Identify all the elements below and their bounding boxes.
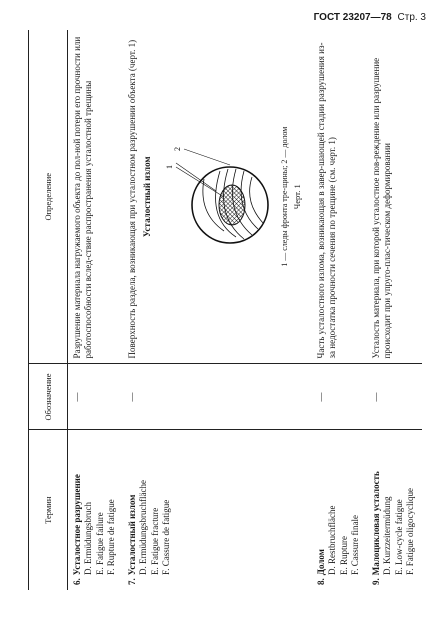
designation-dash: —: [127, 392, 137, 402]
definition-cell: [367, 30, 422, 364]
figure-label-2: 2: [172, 146, 182, 151]
standard-number: ГОСТ 23207—78: [313, 12, 392, 23]
leader-line: [184, 149, 230, 165]
term-translation-en: E. Fatigue failure: [94, 512, 105, 575]
term-translation-fr: F. Fatigue oligocyclique: [404, 487, 415, 575]
term-translation-en: E. Rupture: [338, 536, 349, 575]
column-header-term: Термин: [29, 430, 68, 590]
term-number: 8.: [316, 578, 327, 585]
term-name: Усталостное разрушение: [72, 474, 82, 576]
fracture-diagram: [158, 137, 273, 257]
term-translation-fr: F. Cassure finale: [349, 514, 360, 575]
term-cell: [123, 430, 312, 590]
term-translation-de: D. Kurzzeitermüdung: [382, 496, 393, 575]
table-row: [367, 30, 422, 590]
term-cell: [312, 430, 367, 590]
term-translation-de: D. Restbruchfläche: [327, 505, 338, 575]
designation-cell: [68, 364, 124, 430]
term-name: Малоцикловая усталость: [371, 471, 382, 576]
definition-cell: [312, 30, 367, 364]
definition-text: Поверхность раздела, возникающая при усталостном разрушении объекта (черт. 1): [127, 39, 137, 359]
designation-dash: —: [371, 392, 382, 402]
term-number: 7.: [127, 578, 137, 585]
term-title: [371, 436, 382, 586]
figure-label-1: 1: [164, 164, 174, 169]
term-name: Долом: [316, 549, 327, 576]
terms-table: [28, 30, 422, 590]
rotated-page-content: [28, 30, 418, 590]
table-row: [68, 30, 124, 590]
figure-title: Черт. 1: [291, 184, 302, 210]
designation-dash: —: [72, 392, 82, 402]
designation-cell: [367, 364, 422, 430]
figure-section-title: Усталостный излом: [142, 156, 153, 238]
definition-text: Разрушение материала нагружаемого объекта до пол-ной потери его прочности или работоспособности вслед-ствие распространения усталостной трещины: [72, 36, 94, 359]
term-title: [316, 436, 327, 586]
term-name: Усталостный излом: [127, 494, 137, 576]
term-number: 6.: [72, 578, 82, 585]
term-title: [72, 436, 83, 586]
definition-text: Часть усталостного излома, возникающая в завер-шающей стадии разрушения из-за недостатка прочности сечения по трещине (см. черт. 1): [316, 42, 338, 359]
designation-cell: [123, 364, 312, 430]
table-row: [312, 30, 367, 590]
term-translation-en: E. Low-cycle fatigue: [393, 499, 404, 575]
term-cell: [367, 430, 422, 590]
term-title: [127, 436, 138, 586]
term-translation-de: D. Ermüdungsbruchfläche: [138, 480, 149, 575]
fatigue-fracture-figure: [158, 35, 278, 359]
table-header-row: [29, 30, 68, 590]
figure-caption: 1 — следы фронта тре-щины; 2 — долом: [279, 126, 289, 267]
term-translation-fr: F. Cassure de fatigue: [160, 499, 171, 575]
term-cell: [68, 430, 124, 590]
term-translation-de: D. Ermüdungsbruch: [83, 502, 94, 575]
column-header-definition: Определение: [29, 30, 68, 364]
page-number: Стр. 3: [397, 12, 426, 23]
designation-cell: [312, 364, 367, 430]
term-number: 9.: [371, 578, 382, 585]
term-translation-fr: F. Rupture de fatigue: [105, 499, 116, 575]
definition-cell: [123, 30, 312, 364]
page-header: [314, 12, 426, 23]
column-header-designation: Обозначение: [29, 364, 68, 430]
term-translation-en: E. Fatigue fracture: [149, 507, 160, 575]
definition-cell: [68, 30, 124, 364]
table-row: [123, 30, 312, 590]
definition-text: Усталость материала, при которой усталостное пов-реждение или разрушение происходит при упруго-плас-тическом деформировании: [371, 57, 393, 359]
designation-dash: —: [316, 392, 327, 402]
